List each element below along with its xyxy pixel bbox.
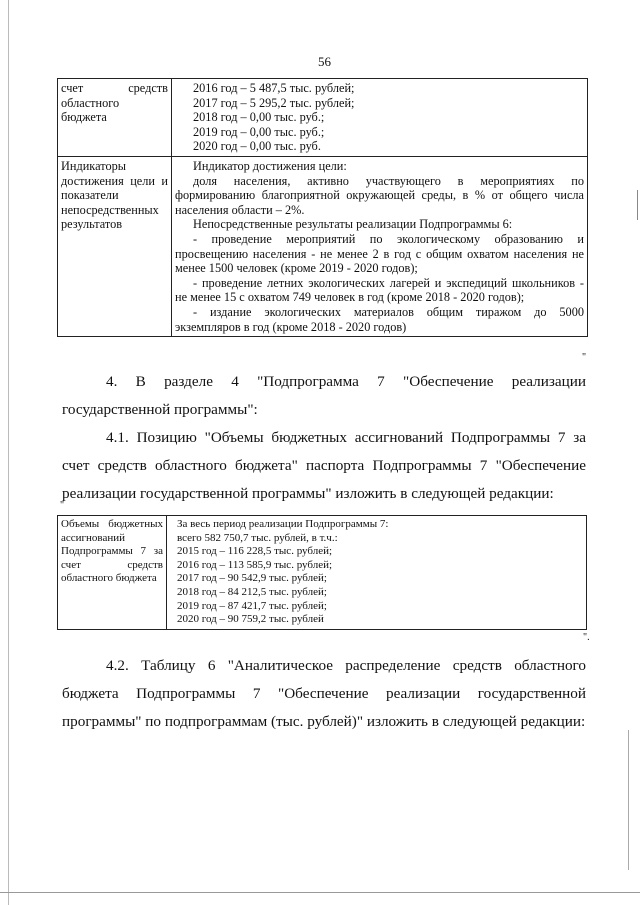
- budget-line: 2017 год – 90 542,9 тыс. рублей;: [177, 572, 327, 585]
- row-label: Объемы бюджетных ассигнований Подпрограммы 7 за счет средств областного бюджета: [58, 516, 167, 630]
- table-row: [58, 79, 588, 157]
- paragraph-4-1: 4.1. Позицию "Объемы бюджетных ассигнований Подпрограммы 7 за счет средств областного бюджета" паспорта Подпрограммы 7 "Обеспечение реализации государственной программы" изложить в следующей редакции:: [62, 429, 586, 502]
- table-row: [58, 516, 587, 630]
- indicator-line: - проведение летних экологических лагерей и экспедиций школьников - не менее 15 с охватом 749 человек в год (кроме 2018 - 2020 годов);: [175, 275, 584, 305]
- scan-mark: [637, 190, 638, 220]
- row-label: счет средств областного бюджета: [58, 79, 172, 157]
- scan-mark: [628, 730, 629, 870]
- subprogram-6-passport-table: [57, 78, 588, 337]
- indicator-line: - издание экологических материалов общим тиражом до 5000 экземпляров в год (кроме 2018 - 2020 годов): [175, 304, 584, 334]
- table-row: [58, 156, 588, 336]
- budget-line: 2020 год – 90 759,2 тыс. рублей: [177, 613, 324, 626]
- budget-line: 2018 год – 0,00 тыс. руб.;: [193, 110, 325, 125]
- budget-line: 2017 год – 5 295,2 тыс. рублей;: [193, 95, 355, 110]
- budget-line: 2019 год – 0,00 тыс. руб.;: [193, 124, 325, 139]
- page-number: 56: [318, 54, 331, 69]
- subprogram-7-budget-table: [57, 515, 587, 630]
- row-content: [167, 516, 587, 630]
- budget-line: За весь период реализации Подпрограммы 7:: [177, 518, 389, 530]
- indicator-line: доля населения, активно участвующего в мероприятиях по формированию благоприятной окружающей среды, в % от общего числа населения области – 2%.: [175, 173, 584, 217]
- budget-line: всего 582 750,7 тыс. рублей, в т.ч.:: [177, 531, 338, 544]
- scan-edge: [8, 0, 9, 905]
- indicator-line: - проведение мероприятий по экологическому образованию и просвещению населения - не менее 2 в год с общим охватом населения не менее 1500 человек (кроме 2019 - 2020 годов);: [175, 231, 584, 276]
- paragraph-4: 4. В разделе 4 "Подпрограмма 7 "Обеспечение реализации государственной программы":: [62, 373, 586, 418]
- row-content: [172, 79, 588, 157]
- close-quote: ".: [583, 632, 590, 643]
- paragraph-4-2: 4.2. Таблицу 6 "Аналитическое распределение средств областного бюджета Подпрограммы 7 "Обеспечение реализации государственной программы" по подпрограммам (тыс. рублей)" изложить в следующей редакции:: [62, 657, 586, 730]
- budget-line: 2016 год – 113 585,9 тыс. рублей;: [177, 558, 333, 571]
- open-quote: ": [60, 500, 65, 511]
- indicator-line: Непосредственные результаты реализации Подпрограммы 6:: [193, 217, 513, 232]
- row-content: [172, 156, 588, 336]
- close-quote: ": [582, 352, 587, 363]
- row-label: Индикаторы достижения цели и показатели непосредственных результатов: [58, 156, 172, 336]
- budget-line: 2015 год – 116 228,5 тыс. рублей;: [177, 545, 333, 558]
- budget-line: 2019 год – 87 421,7 тыс. рублей;: [177, 599, 327, 612]
- indicator-line: Индикатор достижения цели:: [193, 158, 347, 173]
- budget-line: 2016 год – 5 487,5 тыс. рублей;: [193, 81, 355, 95]
- budget-line: 2020 год – 0,00 тыс. руб.: [193, 139, 321, 154]
- budget-line: 2018 год – 84 212,5 тыс. рублей;: [177, 585, 327, 598]
- scan-edge: [0, 892, 640, 893]
